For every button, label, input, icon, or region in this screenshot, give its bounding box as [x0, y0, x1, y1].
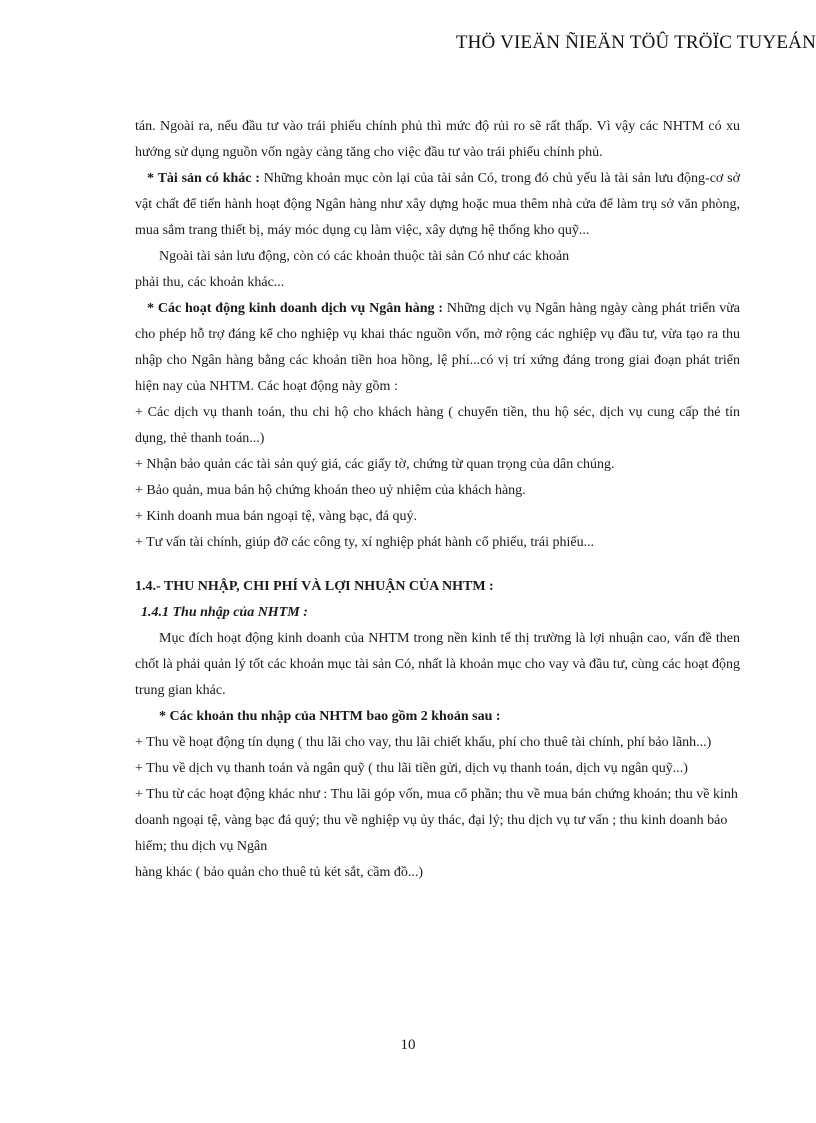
income-items-heading: * Các khoản thu nhập của NHTM bao gồm 2 khoản sau : — [159, 709, 501, 724]
list-item-continuation: hàng khác ( bảo quản cho thuê tủ két sắt, cầm đồ...) — [135, 865, 424, 880]
subsection-heading: 1.4.1 Thu nhập của NHTM : — [141, 605, 308, 620]
list-item: + Tư vấn tài chính, giúp đỡ các công ty, xí nghiệp phát hành cổ phiếu, trái phiếu... — [135, 535, 595, 550]
banking-services-text: Những dịch vụ Ngân hàng ngày càng phát triển vừa cho phép hỗ trợ đáng kể cho nghiệp vụ khai thác nguồn vốn, mở rộng các nghiệp vụ đầu tư, vừa tạo ra thu nhập cho Ngân hàng bằng các khoản tiền hoa hồng, lệ phí...có vị trí xứng đáng trong giai đoạn phát triển hiện nay của NHTM. Các hoạt động này gồm : — [135, 301, 740, 394]
other-assets-text: Những khoản mục còn lại của tài sản Có, trong đó chủ yếu là tài sản lưu động-cơ sở vật chất để tiến hành hoạt động Ngân hàng như xây dựng hoặc mua thêm nhà cửa để làm trụ sở văn phòng, mua sắm trang thiết bị, máy móc dụng cụ làm việc, xây dựng hệ thống kho quỹ... — [135, 171, 740, 238]
document-body — [135, 114, 740, 886]
list-item: + Thu về dịch vụ thanh toán và ngân quỹ ( thu lãi tiền gửi, dịch vụ thanh toán, dịch vụ ngân quỹ...) — [135, 761, 688, 776]
other-assets-label: * Tài sản có khác : — [147, 171, 260, 186]
paragraph-banking-services — [135, 296, 740, 400]
paragraph-current-assets-line2: phải thu, các khoản khác... — [135, 275, 285, 290]
list-item: + Kinh doanh mua bán ngoại tệ, vàng bạc, đá quý. — [135, 509, 417, 524]
paragraph-bond-investment: tán. Ngoài ra, nếu đầu tư vào trái phiếu chính phủ thì mức độ rủi ro sẽ rất thấp. Vì vậy các NHTM có xu hướng sử dụng nguồn vốn ngày càng tăng cho việc đầu tư vào trái phiếu chính phủ. — [135, 119, 740, 160]
paragraph-current-assets-line1: Ngoài tài sản lưu động, còn có các khoản thuộc tài sản Có như các khoản — [159, 249, 570, 264]
running-header: THÖ VIEÄN ÑIEÄN TÖÛ TRÖÏC TUYEÁN — [455, 32, 816, 53]
list-item: + Thu về hoạt động tín dụng ( thu lãi cho vay, thu lãi chiết khấu, phí cho thuê tài chính, phí bảo lãnh...) — [135, 735, 712, 750]
list-item: + Nhận bảo quản các tài sản quý giá, các giấy tờ, chứng từ quan trọng của dân chúng. — [135, 457, 615, 472]
list-item: + Bảo quản, mua bán hộ chứng khoán theo uỷ nhiệm của khách hàng. — [135, 483, 526, 498]
banking-services-label: * Các hoạt động kinh doanh dịch vụ Ngân hàng : — [147, 301, 443, 316]
list-item: + Thu từ các hoạt động khác như : Thu lãi góp vốn, mua cổ phần; thu về mua bán chứng khoán; thu về kinh doanh ngoại tệ, vàng bạc đá quý; thu về nghiệp vụ ủy thác, đại lý; thu dịch vụ tư vấn ; thu kinh doanh bảo hiểm; thu dịch vụ Ngân — [135, 787, 738, 854]
list-item: + Các dịch vụ thanh toán, thu chi hộ cho khách hàng ( chuyển tiền, thu hộ séc, dịch vụ cung cấp thẻ tín dụng, thẻ thanh toán...) — [135, 405, 740, 446]
page-number: 10 — [400, 1037, 416, 1053]
section-heading: 1.4.- THU NHẬP, CHI PHÍ VÀ LỢI NHUẬN CỦA NHTM : — [135, 579, 494, 594]
paragraph-other-assets — [135, 166, 740, 244]
paragraph-business-purpose: Mục đích hoạt động kinh doanh của NHTM trong nền kinh tế thị trường là lợi nhuận cao, vấn đề then chốt là phải quản lý tốt các khoản mục tài sản Có, nhất là khoản mục cho vay và đầu tư, cùng các hoạt động trung gian khác. — [135, 631, 740, 698]
